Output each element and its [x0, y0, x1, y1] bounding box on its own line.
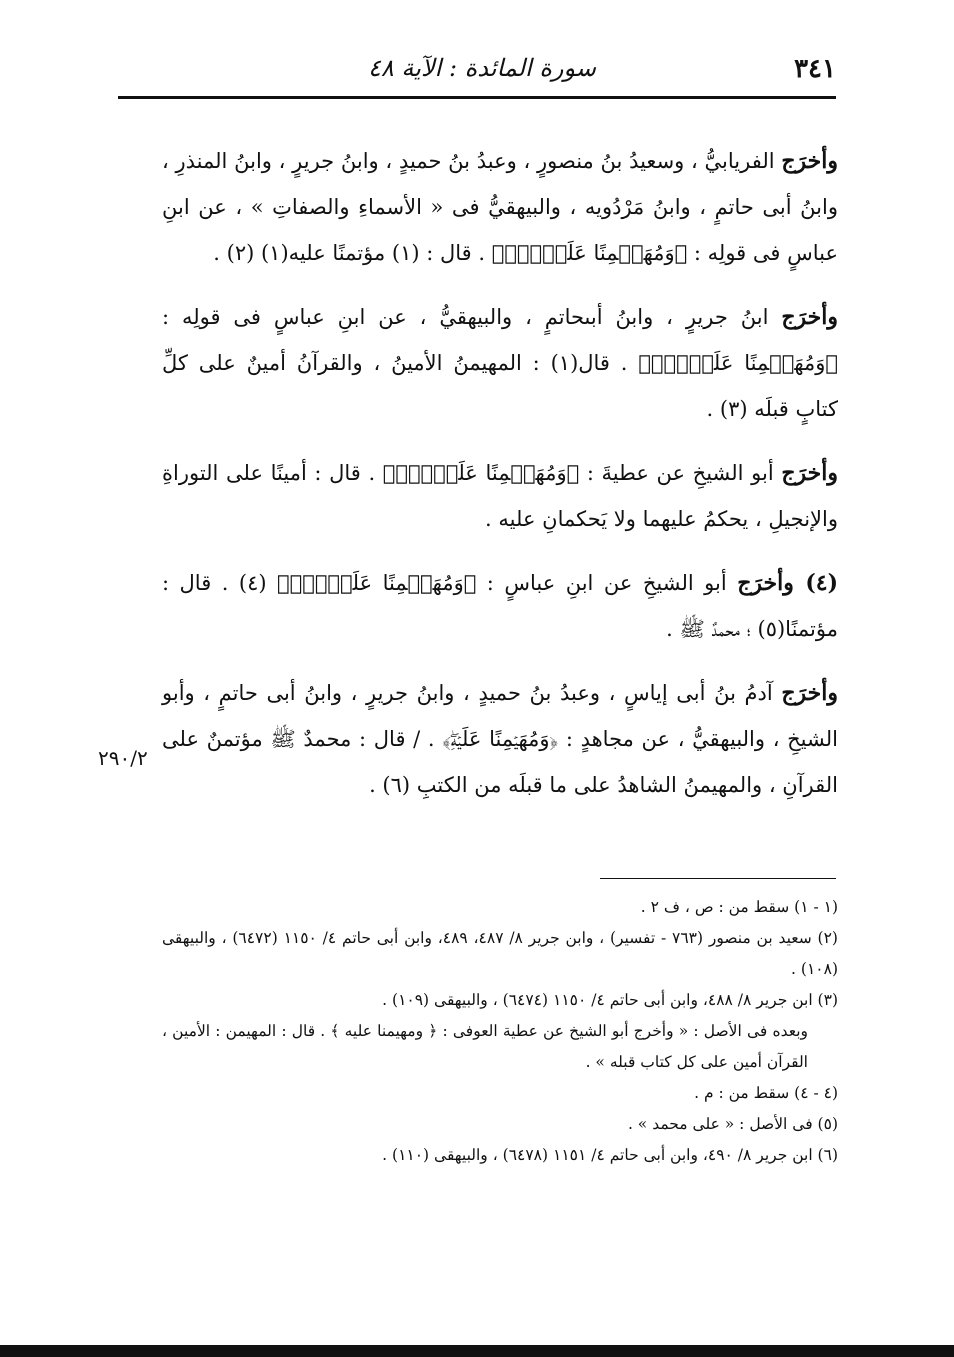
paragraph — [162, 138, 838, 276]
paragraph-lead: وأخرَج — [781, 680, 838, 706]
scan-edge-bar — [0, 1345, 954, 1357]
margin-volume-page-note: ٢٩٠/٢ — [98, 746, 148, 770]
page-header — [118, 48, 836, 96]
page-number: ٣٤١ — [794, 54, 836, 84]
paragraph — [162, 450, 838, 542]
footnote: وبعده فى الأصل : « وأخرج أبو الشيخ عن عطية العوفى : ﴿ ومهيمنا عليه ﴾ . قال : المهيمن : الأمين ، القرآن أمين على كل كتاب قبله » . — [162, 1022, 808, 1071]
footnote: (٣) ابن جرير ٨/ ٤٨٨، وابن أبى حاتم ٤/ ١١٥٠ (٦٤٧٤) ، والبيهقى (١٠٩) . — [382, 991, 838, 1009]
paragraph-text: أبو الشيخِ عن ابنِ عباسٍ : ﴿وَمُهَيۡمِنًا عَلَيۡهِۖ﴾ (٤) . قال : مؤتمنًا(٥) ؛ محمدٌ ﷺ . — [162, 571, 838, 641]
paragraph-text: أبو الشيخِ عن عطيةَ : ﴿وَمُهَيۡمِنًا عَلَيۡهِۖ﴾ . قال : أمينًا على التوراةِ والإنجيلِ ، يحكمُ عليهما ولا يَحكمانِ عليه . — [162, 461, 838, 531]
footnote: (٥) فى الأصل : « على محمد » . — [627, 1115, 838, 1133]
header-rule — [118, 96, 836, 99]
paragraph — [162, 670, 838, 808]
paragraph-lead: وأخرَج — [781, 304, 838, 330]
paragraph-lead: وأخرَج — [781, 148, 838, 174]
paragraph-lead: (٤) وأخرَج — [737, 570, 838, 596]
running-title: سورة المائدة : الآية ٤٨ — [368, 54, 596, 82]
footnote: (٦) ابن جرير ٨/ ٤٩٠، وابن أبى حاتم ٤/ ١١٥١ (٦٤٧٨) ، والبيهقى (١١٠) . — [382, 1146, 838, 1164]
paragraph-text: ابنُ جريرٍ ، وابنُ أبىحاتمٍ ، والبيهقيُّ ، عن ابنِ عباسٍ فى قولِه : ﴿وَمُهَيۡمِنًا عَلَيۡهِۖ﴾ . قال(١) : المهيمنُ الأمينُ ، والقرآنُ أمينٌ على كلِّ كتابٍ قبلَه (٣) . — [162, 305, 839, 421]
footnote: (٢) سعيد بن منصور (٧٦٣ - تفسير) ، وابن جرير ٨/ ٤٨٧، ٤٨٩، وابن أبى حاتم ٤/ ١١٥٠ (٦٤٧٢) ، والبيهقى (١٠٨) . — [162, 929, 838, 978]
paragraph — [162, 294, 838, 432]
footnotes — [162, 892, 838, 1171]
footnote: (١ - ١) سقط من : ص ، ف ٢ . — [640, 898, 838, 916]
paragraph-lead: وأخرَج — [781, 460, 838, 486]
footnote-rule — [600, 878, 836, 879]
main-text — [162, 138, 838, 826]
paragraph — [162, 560, 838, 652]
paragraph-text: الفريابيُّ ، وسعيدُ بنُ منصورٍ ، وعبدُ بنُ حميدٍ ، وابنُ جريرٍ ، وابنُ المنذرِ ، وابنُ أبى حاتمٍ ، وابنُ مَرْدُويه ، والبيهقيُّ فى « الأسماءِ والصفاتِ » ، عن ابنِ عباسٍ فى قولِه : ﴿وَمُهَيۡمِنًا عَلَيۡهِۖ﴾ . قال : (١) مؤتمنًا عليه(١) (٢) . — [162, 149, 838, 265]
footnote: (٤ - ٤) سقط من : م . — [694, 1084, 838, 1102]
paragraph-text: آدمُ بنُ أبى إياسٍ ، وعبدُ بنُ حميدٍ ، وابنُ جريرٍ ، وابنُ أبى حاتمٍ ، وأبو الشيخِ ، والبيهقيُّ ، عن مجاهدٍ : ﴿وَمُهَيۡمِنًا عَلَيۡهِۖ﴾ . / قال : محمدٌ ﷺ مؤتمنٌ على القرآنِ ، والمهيمنُ الشاهدُ على ما قبلَه من الكتبِ (٦) . — [162, 681, 838, 797]
